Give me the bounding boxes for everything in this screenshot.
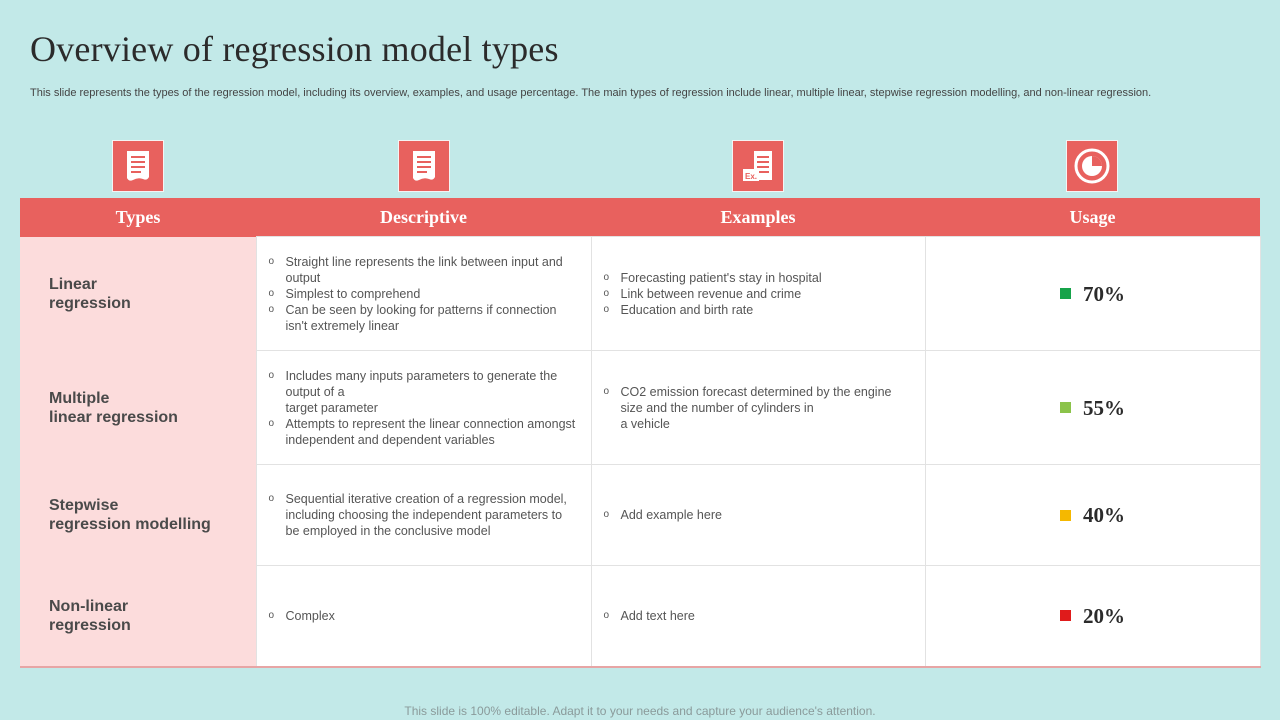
header-descriptive: Descriptive <box>256 198 591 237</box>
usage-percent: 20% <box>1083 603 1125 628</box>
table-row <box>20 465 1260 566</box>
header-examples: Examples <box>591 198 925 237</box>
descriptive-cell <box>256 465 591 566</box>
examples-cell <box>591 566 925 667</box>
type-cell: Linear regression <box>20 237 256 351</box>
example-sheet-icon <box>732 140 784 192</box>
table-header-row <box>20 198 1260 237</box>
usage-color-square <box>1060 610 1071 621</box>
pie-chart-icon <box>1066 140 1118 192</box>
list-item: o Add text here <box>604 608 913 624</box>
usage-percent: 40% <box>1083 503 1125 527</box>
example-icon-label: Ex. <box>745 172 758 181</box>
usage-cell <box>925 351 1260 465</box>
list-item: o Straight line represents the link between input and output <box>269 254 579 286</box>
descriptive-cell <box>256 566 591 667</box>
list-item: o Link between revenue and crime <box>604 286 913 302</box>
list-item: o Simplest to comprehend <box>269 286 579 302</box>
list-item: o Forecasting patient's stay in hospital <box>604 270 913 286</box>
regression-table <box>20 198 1261 668</box>
usage-cell <box>925 237 1260 351</box>
table-row <box>20 351 1260 465</box>
header-usage: Usage <box>925 198 1260 237</box>
document-icon <box>398 140 450 192</box>
list-item: o Sequential iterative creation of a regression model, including choosing the independent parameters to be employed in the conclusive model <box>269 491 579 539</box>
page-title: Overview of regression model types <box>30 29 559 69</box>
table-row <box>20 566 1260 667</box>
list-item: o Complex <box>269 608 579 624</box>
list-item: o Can be seen by looking for patterns if connection isn't extremely linear <box>269 302 579 334</box>
descriptive-cell <box>256 237 591 351</box>
usage-percent: 70% <box>1083 281 1125 306</box>
examples-cell <box>591 237 925 351</box>
type-cell: Non-linear regression <box>20 566 256 667</box>
header-types: Types <box>20 198 256 237</box>
page-subtitle: This slide represents the types of the regression model, including its overview, examples, and usage percentage. The main types of regression include linear, multiple linear, stepwise regression modelling, and non-linear regression. <box>30 87 1152 99</box>
usage-color-square <box>1060 402 1071 413</box>
usage-cell <box>925 465 1260 566</box>
footer-note: This slide is 100% editable. Adapt it to your needs and capture your audience's attention. <box>404 704 876 718</box>
examples-cell <box>591 351 925 465</box>
list-item: o Add example here <box>604 507 913 523</box>
list-item: o Education and birth rate <box>604 302 913 318</box>
descriptive-cell <box>256 351 591 465</box>
type-cell: Multiple linear regression <box>20 351 256 465</box>
usage-percent: 55% <box>1083 395 1125 420</box>
list-item: o Includes many inputs parameters to generate the output of a target parameter <box>269 368 579 416</box>
usage-color-square <box>1060 510 1071 521</box>
table-row <box>20 237 1260 351</box>
examples-cell <box>591 465 925 566</box>
type-cell: Stepwise regression modelling <box>20 465 256 566</box>
usage-color-square <box>1060 288 1071 299</box>
list-item: o Attempts to represent the linear connection amongst independent and dependent variables <box>269 416 579 448</box>
usage-cell <box>925 566 1260 667</box>
document-icon <box>112 140 164 192</box>
list-item: o CO2 emission forecast determined by the engine size and the number of cylinders in a vehicle <box>604 384 913 432</box>
